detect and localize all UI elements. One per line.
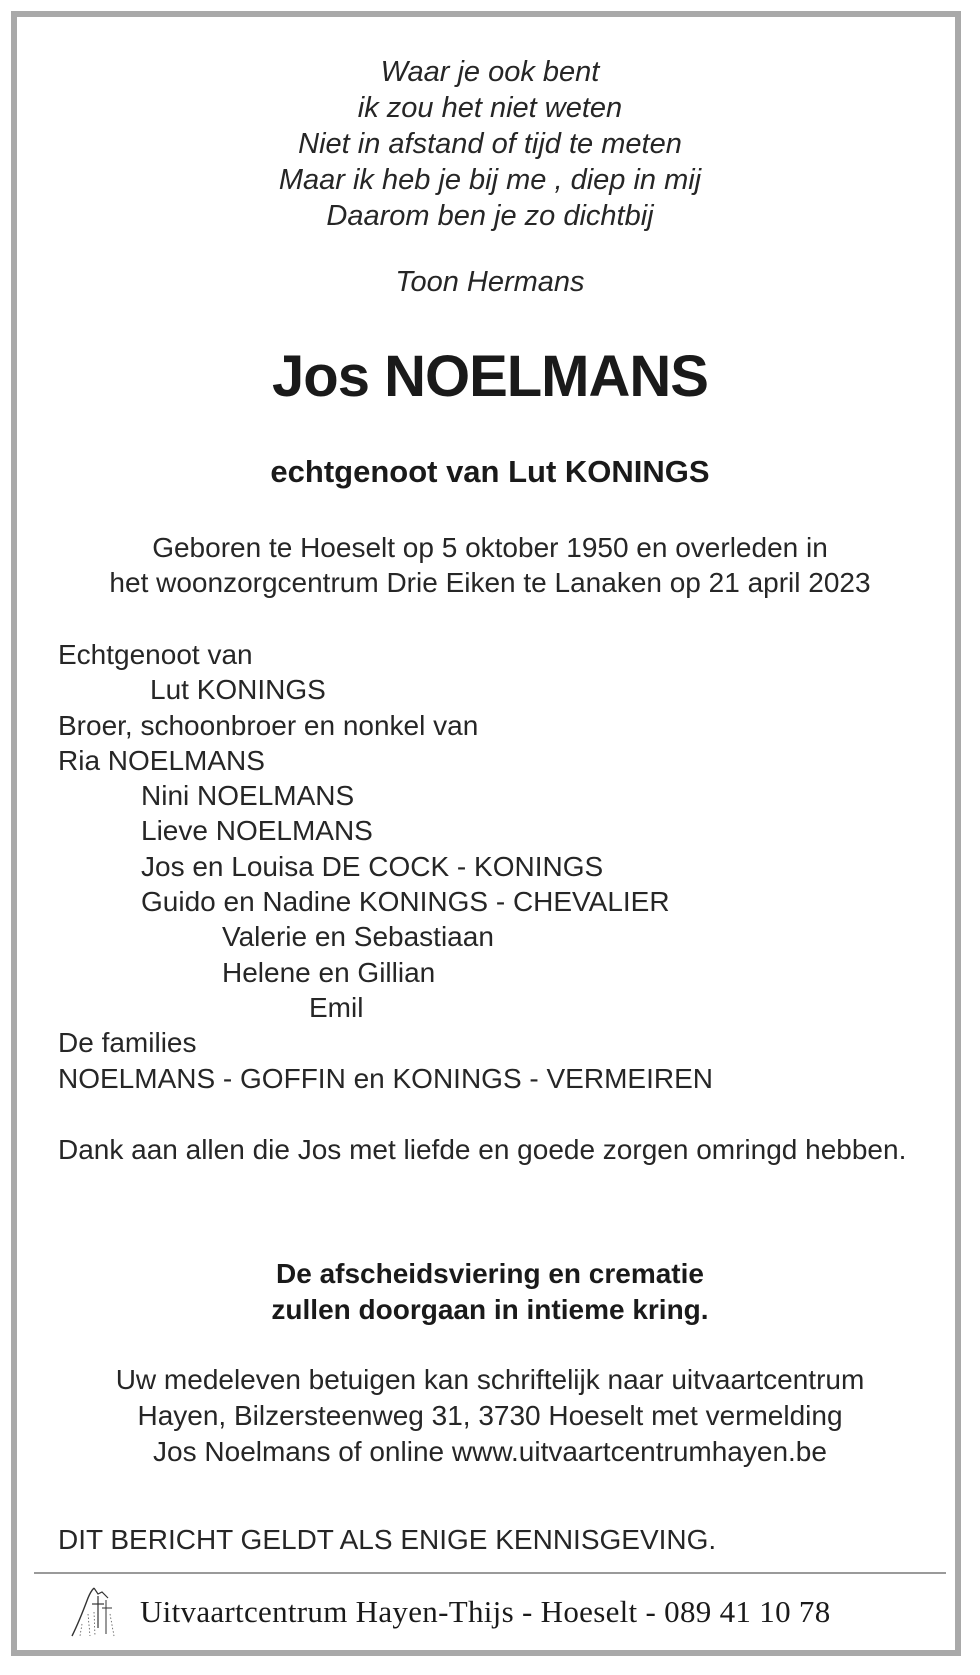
family-line: Valerie en Sebastiaan [222,921,494,953]
family-line: Jos en Louisa DE COCK - KONINGS [141,850,604,882]
poem-author: Toon Hermans [395,266,585,298]
family-line: Nini NOELMANS [141,780,355,812]
family-line: NOELMANS - GOFFIN en KONINGS - VERMEIREN [58,1062,713,1094]
footer-contact: Uitvaartcentrum Hayen-Thijs - Hoeselt - 089 41 10 78 [140,1594,831,1629]
poem-line: Maar ik heb je bij me , diep in mij [278,164,702,196]
spouse-line: echtgenoot van Lut KONINGS [270,454,710,489]
deceased-name: Jos NOELMANS [272,344,708,409]
family-line: Emil [309,991,364,1023]
poem-line: Niet in afstand of tijd te meten [298,128,682,160]
funeral-home-logo-icon [68,1584,124,1640]
ceremony-line: zullen doorgaan in intieme kring. [271,1294,709,1325]
ceremony-line: De afscheidsviering en crematie [276,1258,704,1289]
thanks-text: Dank aan allen die Jos met liefde en goede zorgen omringd hebben. [58,1134,907,1165]
birth-death-info [0,530,980,600]
family-line: Lut KONINGS [150,674,326,706]
family-line: Ria NOELMANS [58,744,265,776]
family-list [58,637,713,1096]
family-line: Echtgenoot van [58,639,253,670]
footer-divider [34,1572,946,1574]
condolence-info [0,1362,980,1470]
footer [68,1582,831,1642]
family-line: Helene en Gillian [222,956,436,988]
condolence-line: Jos Noelmans of online www.uitvaartcentrumhayen.be [153,1436,827,1467]
ceremony-info [0,1256,980,1328]
family-line: Guido en Nadine KONINGS - CHEVALIER [141,886,670,918]
poem-line: ik zou het niet weten [357,92,623,124]
official-notice: DIT BERICHT GELDT ALS ENIGE KENNISGEVING. [58,1524,717,1555]
family-line: De families [58,1027,197,1059]
family-line: Lieve NOELMANS [141,815,373,847]
condolence-line: Uw medeleven betuigen kan schriftelijk naar uitvaartcentrum [115,1364,865,1395]
poem [0,54,980,234]
birth-death-line: Geboren te Hoeselt op 5 oktober 1950 en overleden in [152,532,828,563]
poem-line: Waar je ook bent [380,56,600,88]
condolence-line: Hayen, Bilzersteenweg 31, 3730 Hoeselt met vermelding [137,1400,843,1431]
family-line: Broer, schoonbroer en nonkel van [58,709,479,741]
poem-line: Daarom ben je zo dichtbij [326,200,654,232]
birth-death-line: het woonzorgcentrum Drie Eiken te Lanaken op 21 april 2023 [109,567,871,598]
